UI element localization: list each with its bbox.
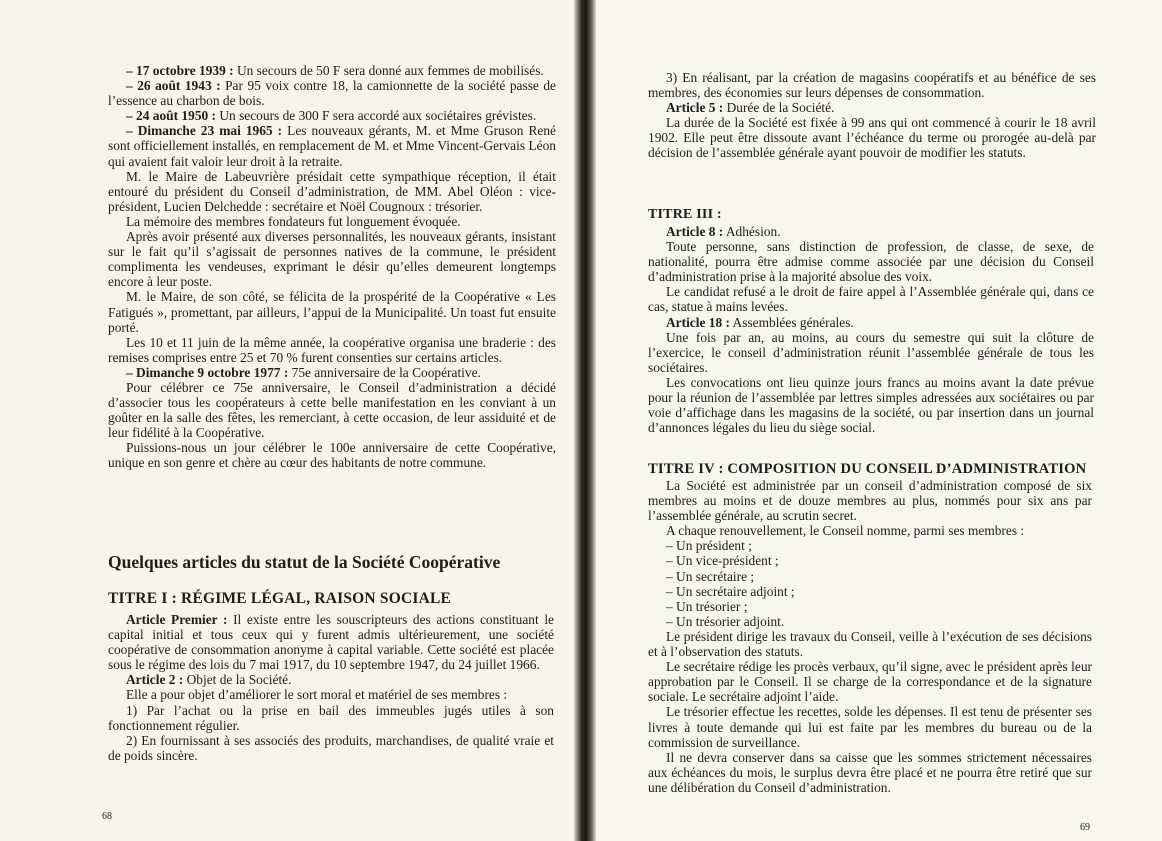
article-2-objet: Elle a pour objet d’améliorer le sort moral et matériel de ses membres : bbox=[126, 687, 508, 703]
chronology-text bbox=[108, 63, 556, 471]
paragraph-centenaire: Puissions-nous un jour célébrer le 100e anniversaire de cette Coopérative, unique en son genre et chère au cœur des habitants de notre commune. bbox=[108, 440, 556, 471]
titre-1-heading: TITRE I : RÉGIME LÉGAL, RAISON SOCIALE bbox=[108, 590, 452, 607]
titre-3-heading: TITRE III : bbox=[648, 207, 722, 222]
statute-articles-left bbox=[108, 612, 554, 763]
paragraph-maire-prosperite: M. le Maire, de son côté, se félicita de la prospérité de la Coopérative « Les Fatigués », promettant, par ailleurs, l’appui de la Municipalité. Un toast fut ensuite porté. bbox=[108, 289, 556, 335]
article-18-body: Une fois par an, au moins, au cours du semestre qui suit la clôture de l’exercice, le conseil d’administration réunit l’assemblée générale de tous les sociétaires. bbox=[648, 329, 1094, 375]
article-2-heading: Article 2 : Objet de la Société. bbox=[126, 672, 292, 688]
article-8-body: Toute personne, sans distinction de profession, de classe, de sexe, de nationalité, pourra être admise comme associée par une décision du Conseil d’administration prise à la majorité absolue des voix. bbox=[648, 239, 1094, 285]
entry-1939: – 17 octobre 1939 : Un secours de 50 F sera donné aux femmes de mobilisés. bbox=[126, 63, 544, 78]
titre-4-renouvellement: A chaque renouvellement, le Conseil nomme, parmi ses membres : bbox=[666, 523, 1025, 539]
article-2-point-1: 1) Par l’achat ou la prise en bail des immeubles jugés utiles à son fonctionnement régulier. bbox=[108, 702, 554, 733]
article-5-body: La durée de la Société est fixée à 99 ans qui ont commencé à courir le 18 avril 1902. Elle peut être dissoute avant l’échéance du terme ou prorogée au-delà par décision de l’assemblée générale ayant pouvoir de modifier les statuts. bbox=[648, 115, 1096, 161]
statute-articles-right-top bbox=[648, 70, 1096, 161]
list-item: – Un trésorier ; bbox=[666, 598, 748, 614]
paragraph-anniversaire: Pour célébrer ce 75e anniversaire, le Conseil d’administration a décidé d’associer tous les coopérateurs à cette belle manifestation en les conviant à un goûter en la salle des fêtes, les remerciant, à cette occasion, de leur assiduité et de leur fidélité à la Coopérative. bbox=[108, 379, 556, 441]
paragraph-nouveaux-gerants: Après avoir présenté aux diverses personnalités, les nouveaux gérants, insistant sur le fait qu’il s’agissait de personnes natives de la commune, le président complimenta les vendeuses, exprimant le désir qu’elles demeurent longtemps encore à leur poste. bbox=[108, 229, 556, 290]
article-2-point-2: 2) En fournissant à ses associés des produits, marchandises, de qualité vraie et de poids sincère. bbox=[108, 732, 554, 763]
article-8-refus: Le candidat refusé a le droit de faire appel à l’Assemblée générale qui, dans ce cas, statue à mains levées. bbox=[648, 284, 1094, 315]
article-18-heading: Article 18 : Assemblées générales. bbox=[666, 314, 854, 330]
paragraph-tresorier: Le trésorier effectue les recettes, solde les dépenses. Il est tenu de présenter ses livres à toute demande qui lui est faite par les membres du bureau ou de la commission de surveillance. bbox=[648, 704, 1092, 750]
list-item: – Un président ; bbox=[666, 538, 752, 554]
article-premier: Article Premier : Il existe entre les souscripteurs des actions constituant le capital initial et tous ceux qui y furent admis ultérieurement, une société coopérative de consommation anonyme à capital variable. Cette société est placée sous le régime des lois du 7 mai 1917, du 10 septembre 1947, du 24 juillet 1966. bbox=[108, 612, 554, 673]
paragraph-memoire: La mémoire des membres fondateurs fut longuement évoquée. bbox=[126, 213, 461, 229]
book-gutter bbox=[574, 0, 596, 841]
list-item: – Un vice-président ; bbox=[666, 553, 779, 569]
entry-1943: – 26 août 1943 : Par 95 voix contre 18, la camionnette de la société passe de l’essence au charbon de bois. bbox=[108, 78, 557, 109]
paragraph-president: Le président dirige les travaux du Conseil, veille à l’exécution de ses décisions et à l’observation des statuts. bbox=[648, 628, 1092, 660]
titre-3-section bbox=[648, 207, 1094, 435]
page-number-left: 68 bbox=[102, 811, 112, 822]
list-item: – Un trésorier adjoint. bbox=[666, 613, 785, 629]
paragraph-maire-reception: M. le Maire de Labeuvrière présidait cette sympathique réception, il était entouré du président du Conseil d’administration, de MM. Abel Oléon : vice-président, Lucien Delchedde : secrétaire et Noël Cougnoux : trésorier. bbox=[108, 168, 556, 214]
article-2-point-3: 3) En réalisant, par la création de magasins coopératifs et au bénéfice de ses membres, des économies sur leurs dépenses de consommation. bbox=[648, 70, 1096, 101]
entry-1977: – Dimanche 9 octobre 1977 : 75e anniversaire de la Coopérative. bbox=[126, 364, 481, 380]
entry-1950: – 24 août 1950 : Un secours de 300 F sera accordé aux sociétaires grévistes. bbox=[126, 108, 537, 124]
list-item: – Un secrétaire adjoint ; bbox=[666, 583, 795, 599]
article-5-heading: Article 5 : Durée de la Société. bbox=[666, 100, 835, 116]
titre-4-heading: TITRE IV : COMPOSITION DU CONSEIL D’ADMINISTRATION bbox=[648, 461, 1087, 477]
section-title: Quelques articles du statut de la Société Coopérative bbox=[108, 552, 501, 572]
paragraph-caisse: Il ne devra conserver dans sa caisse que les sommes strictement nécessaires aux échéances du mois, le surplus devra être placé et ne pourra être retiré que sur une délibération du Conseil d’administration. bbox=[648, 749, 1092, 795]
entry-1965: – Dimanche 23 mai 1965 : Les nouveaux gérants, M. et Mme Gruson René sont officiellement installés, en remplacement de M. et Mme Vincent-Gervais Léon qui avaient fait valoir leur droit à la retraite. bbox=[108, 123, 556, 169]
paragraph-braderie: Les 10 et 11 juin de la même année, la coopérative organisa une braderie : des remises comprises entre 25 et 70 % furent consenties sur certains articles. bbox=[108, 334, 556, 365]
article-18-convocations: Les convocations ont lieu quinze jours francs au moins avant la date prévue pour la réunion de l’assemblée par lettres simples adressées aux sociétaires ou par voie d’affichage dans les magasins de la société, ou par insertion dans un journal d’annonces légales du lieu du siège social. bbox=[648, 374, 1094, 436]
list-item: – Un secrétaire ; bbox=[666, 568, 755, 584]
paragraph-secretaire: Le secrétaire rédige les procès verbaux, qu’il signe, avec le président après leur approbation par le Conseil. Il se charge de la correspondance et de la signature sociale. Le secrétaire adjoint l’aide. bbox=[648, 659, 1092, 705]
titre-4-composition: La Société est administrée par un conseil d’administration composé de six membres au moins et de douze membres au plus, nommés pour six ans par l’assemblée générale, au scrutin secret. bbox=[648, 478, 1092, 524]
page-number-right: 69 bbox=[1080, 822, 1090, 833]
titre-4-section bbox=[648, 461, 1092, 795]
article-8-heading: Article 8 : Adhésion. bbox=[666, 224, 781, 239]
bureau-list bbox=[648, 538, 1092, 629]
